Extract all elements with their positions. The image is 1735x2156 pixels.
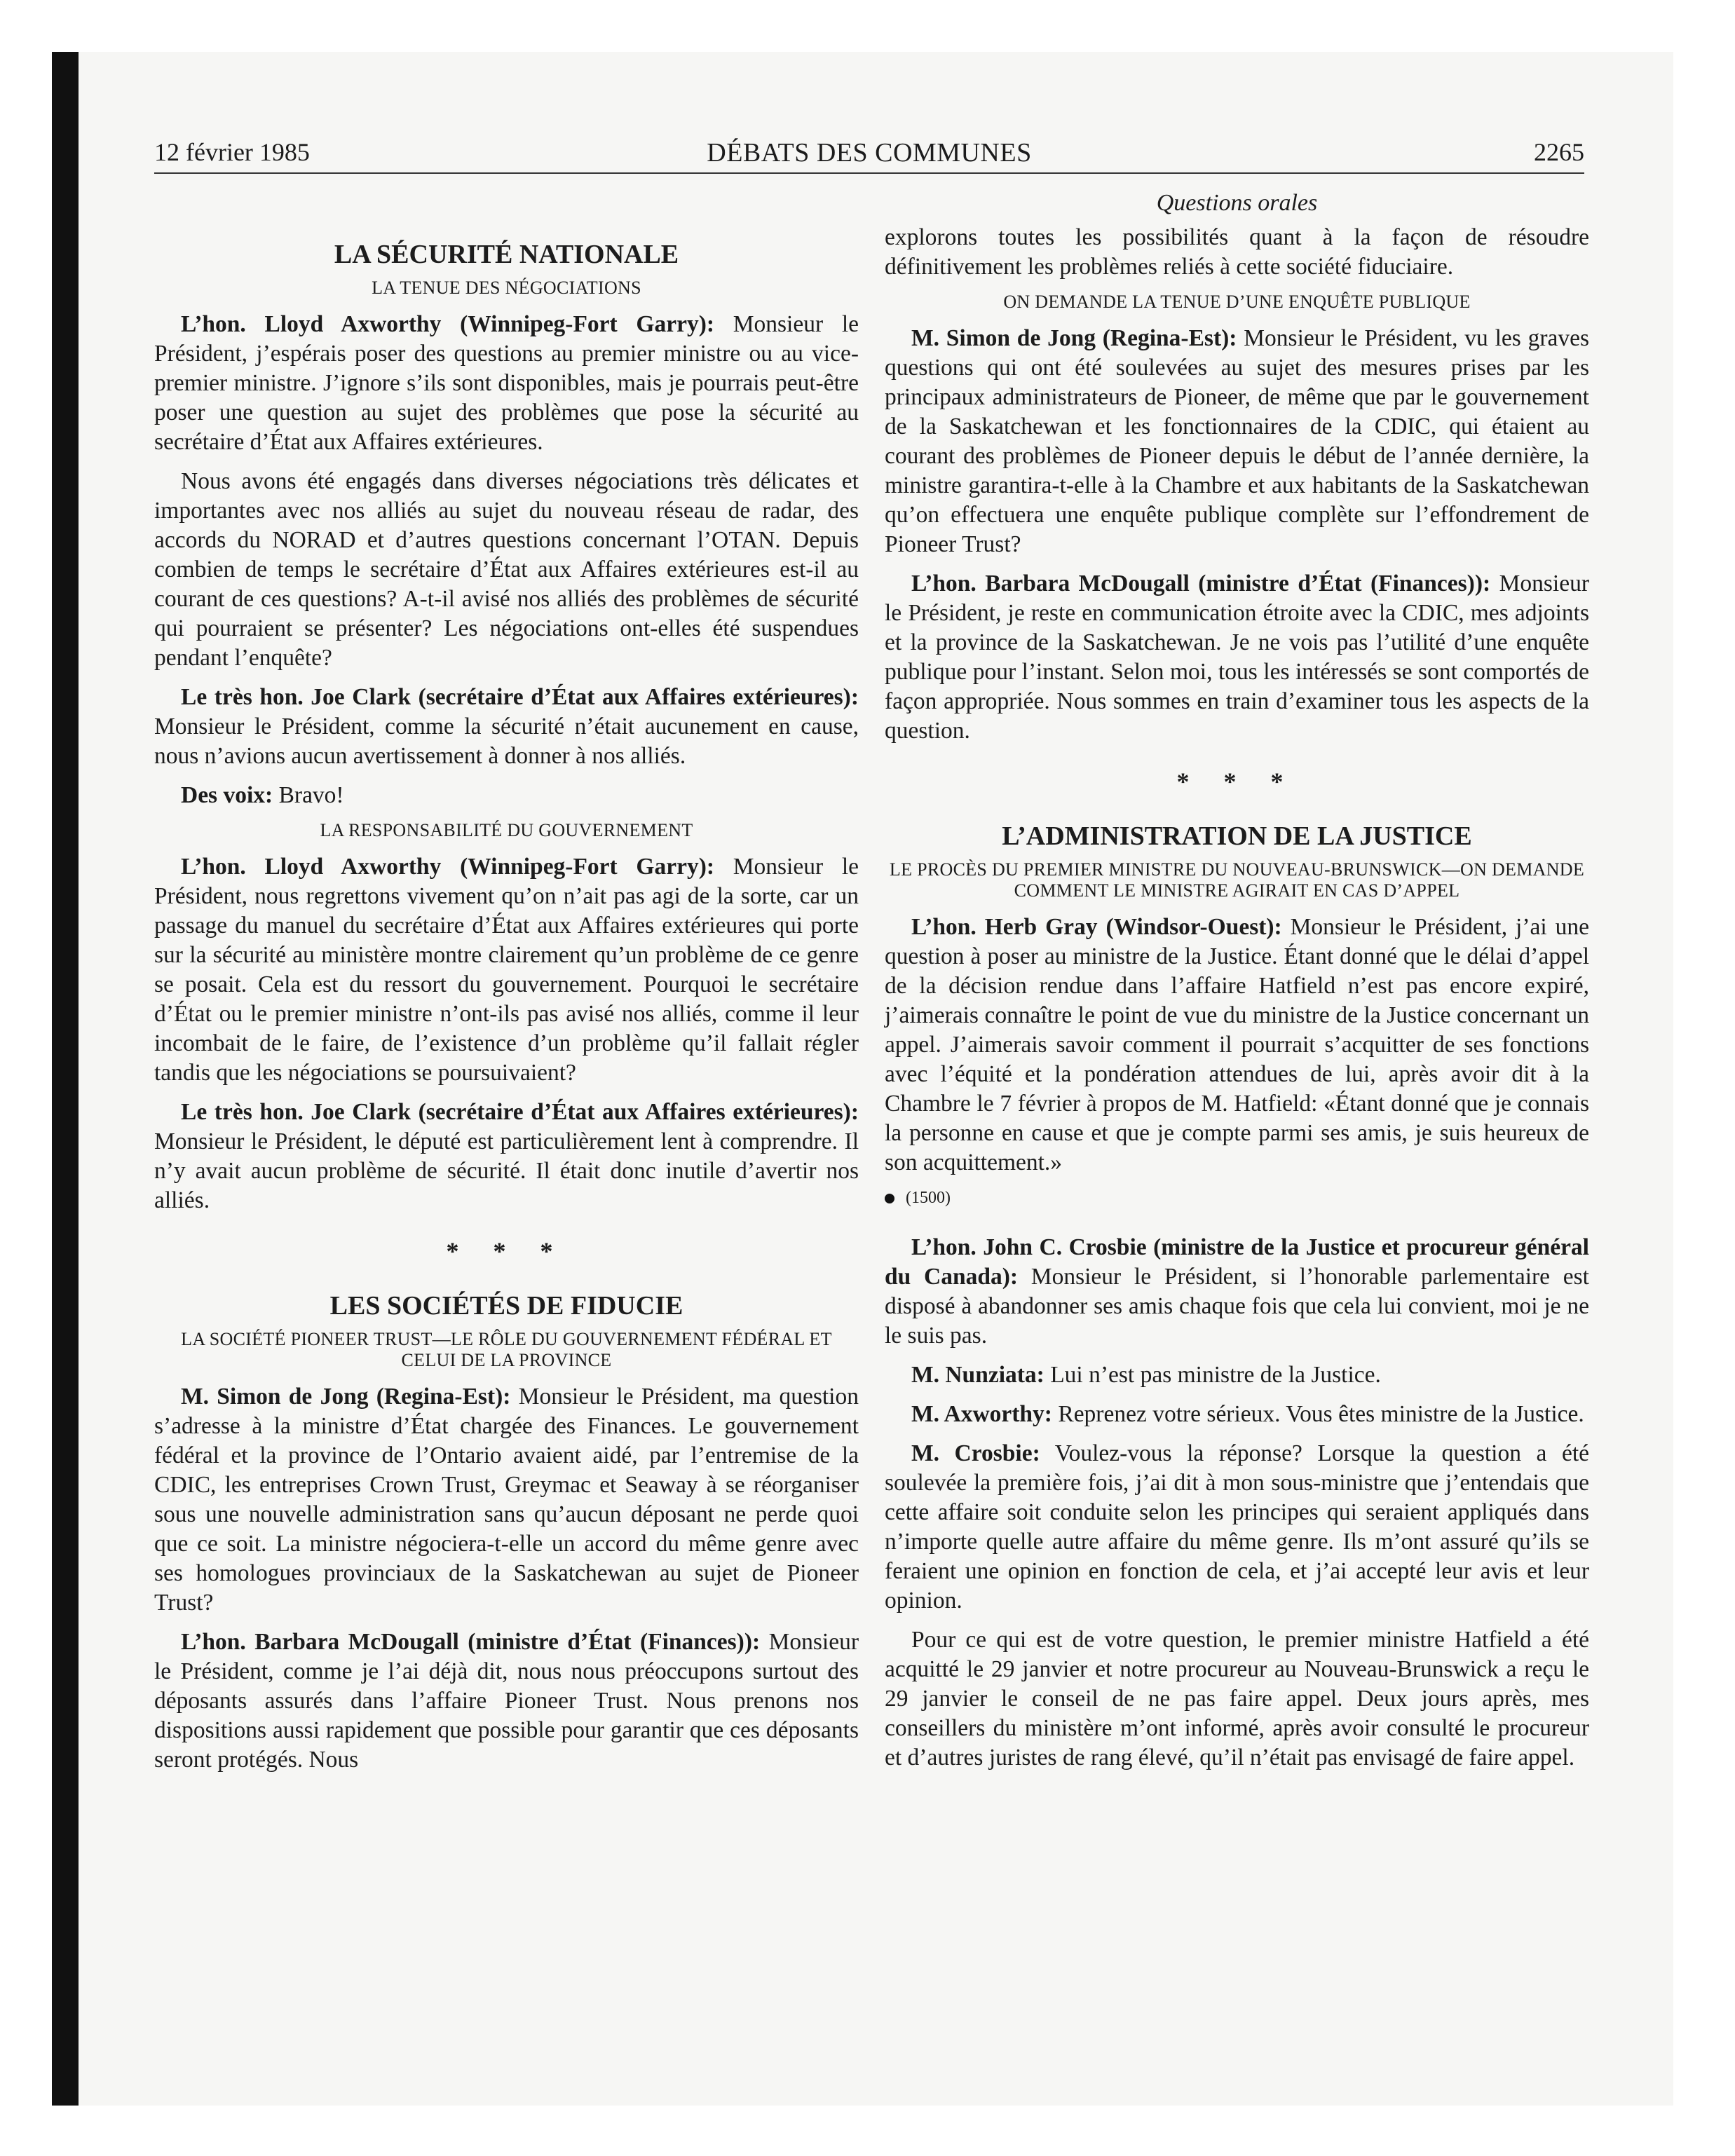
speaker: L’hon. Barbara McDougall (ministre d’État (Finances)):	[911, 571, 1491, 596]
speech-text: Reprenez votre sérieux. Vous êtes ministre de la Justice.	[1052, 1401, 1584, 1427]
speaker: Le très hon. Joe Clark (secrétaire d’État aux Affaires extérieures):	[181, 684, 859, 710]
paragraph	[154, 781, 859, 810]
section-heading: LA SÉCURITÉ NATIONALE	[334, 240, 679, 269]
page-number: 2265	[1534, 138, 1584, 166]
speaker: M. Simon de Jong (Regina-Est):	[181, 1384, 511, 1410]
paragraph	[885, 569, 1589, 746]
speech-text: Bravo!	[273, 782, 344, 808]
subsection-heading: LA SOCIÉTÉ PIONEER TRUST—LE RÔLE DU GOUVERNEMENT FÉDÉRAL ET CELUI DE LA PROVINCE	[181, 1329, 832, 1370]
speech-text: Monsieur le Président, comme la sécurité n’était aucunement en cause, nous n’avions aucun avertissement à donner à nos alliés.	[154, 714, 859, 769]
speech-text: Monsieur le Président, si l’honorable parlementaire est disposé à abandonner ses amis chaque fois que cela lui convient, moi je ne le suis pas.	[885, 1264, 1589, 1349]
speaker: Des voix:	[181, 782, 273, 808]
paragraph	[154, 852, 859, 1088]
paragraph	[885, 1400, 1589, 1429]
speaker: M. Crosbie:	[911, 1440, 1040, 1466]
paragraph	[154, 1628, 859, 1775]
speech-text: Monsieur le Président, je reste en communication étroite avec la CDIC, mes adjoints et la province de la Saskatchewan. Je ne vois pas l’utilité d’une enquête publique pour l’instant. Selon moi, tous les intéressés se sont comportés de façon appropriée. Nous sommes en train d’examiner tous les aspects de la question.	[885, 571, 1589, 744]
paragraph	[154, 683, 859, 771]
speech-text: Monsieur le Président, vu les graves questions qui ont été soulevées au sujet des mesures prises par les principaux administrateurs de Pioneer, de même que par le gouvernement de la Saskatchewan et les fonctionnaires de la CDIC, qui étaient au courant des problèmes de Pioneer depuis le début de l’année dernière, la ministre garantira-t-elle à la Chambre et aux habitants de la Saskatchewan qu’on effectuera une enquête publique complète sur l’effondrement de Pioneer Trust?	[885, 325, 1590, 557]
speech-text: Monsieur le Président, j’espérais poser des questions au premier ministre ou au vice-premier ministre. J’ignore s’ils sont disponibles, mais je pourrais peut-être poser une question au sujet des problèmes que pose la sécurité au secrétaire d’État aux Affaires extérieures.	[154, 311, 859, 455]
section-heading: L’ADMINISTRATION DE LA JUSTICE	[1002, 821, 1472, 851]
speaker: L’hon. John C. Crosbie (ministre de la Justice et procureur général du Canada):	[885, 1234, 1589, 1290]
paragraph	[885, 1360, 1589, 1390]
speech-text: Monsieur le Président, nous regrettons vivement qu’on n’ait pas agi de la sorte, car un passage du manuel du secrétaire d’État aux Affaires extérieures qui porte sur la sécurité au ministère montre clairement qu’un problème de ce genre se posait. Cela est du ressort du gouvernement. Pourquoi le secrétaire d’État ou le premier ministre n’ont-ils pas avisé nos alliés, comme il leur incombait de le faire, de l’existence d’un problème qu’il fallait régler tandis que les négociations se poursuivaient?	[154, 854, 859, 1086]
speech-text: Lui n’est pas ministre de la Justice.	[1044, 1362, 1381, 1388]
speaker: L’hon. Barbara McDougall (ministre d’État (Finances)):	[181, 1629, 761, 1655]
paragraph	[885, 1233, 1589, 1351]
subsection-heading: LE PROCÈS DU PREMIER MINISTRE DU NOUVEAU-BRUNSWICK—ON DEMANDE COMMENT LE MINISTRE AGIRAIT EN CAS D’APPEL	[889, 859, 1585, 901]
paragraph	[154, 1382, 859, 1618]
speaker: M. Nunziata:	[911, 1362, 1045, 1388]
running-header	[154, 137, 1584, 174]
subsection-heading: LA RESPONSABILITÉ DU GOUVERNEMENT	[320, 820, 693, 840]
paragraph	[154, 1098, 859, 1215]
paragraph: Pour ce qui est de votre question, le premier ministre Hatfield a été acquitté le 29 janvier et notre procureur au Nouveau-Brunswick a reçu le 29 janvier le conseil de ne pas faire appel. Deux jours après, mes conseillers du ministère m’ont informé, après avoir consulté le procureur et d’autres juristes de rang élevé, qu’il n’était pas envisagé de faire appel.	[885, 1627, 1589, 1770]
scan-border	[52, 52, 79, 2106]
speaker: L’hon. Lloyd Axworthy (Winnipeg-Fort Garry):	[181, 311, 715, 337]
time-marker	[885, 1189, 1589, 1208]
left-column	[154, 189, 859, 1785]
rubric: Questions orales	[1156, 190, 1318, 216]
header-title: DÉBATS DES COMMUNES	[707, 138, 1032, 168]
speaker: M. Simon de Jong (Regina-Est):	[911, 325, 1237, 351]
speech-text: Monsieur le Président, comme je l’ai déjà dit, nous nous préoccupons surtout des déposants assurés dans l’affaire Pioneer Trust. Nous prenons nos dispositions aussi rapidement que possible pour garantir que ces déposants seront protégés. Nous	[154, 1629, 859, 1773]
bullet-icon	[885, 1194, 894, 1203]
section-heading: LES SOCIÉTÉS DE FIDUCIE	[329, 1291, 683, 1321]
paragraph: Nous avons été engagés dans diverses négociations très délicates et importantes avec nos alliés au sujet du nouveau réseau de radar, des accords du NORAD et d’autres questions concernant l’OTAN. Depuis combien de temps le secrétaire d’État aux Affaires extérieures est-il au courant de ces questions? A-t-il avisé nos alliés des problèmes de sécurité qui pourraient se présenter? Les négociations ont-elles été suspendues pendant l’enquête?	[154, 468, 859, 671]
section-separator: * * *	[446, 1237, 567, 1265]
paragraph	[154, 310, 859, 457]
paragraph	[885, 1439, 1589, 1616]
subsection-heading: LA TENUE DES NÉGOCIATIONS	[372, 278, 641, 298]
speaker: M. Axworthy:	[911, 1401, 1052, 1427]
speaker: Le très hon. Joe Clark (secrétaire d’État aux Affaires extérieures):	[181, 1099, 859, 1125]
speech-text: Voulez-vous la réponse? Lorsque la question a été soulevée la première fois, j’ai dit à mon sous-ministre que j’entendais que cette affaire soit conduite selon les principes qui seraient appliqués dans n’importe quelle autre affaire du même genre. Ils m’ont assuré qu’ils se feraient une opinion en fonction de cela, et j’ai accepté leur avis et leur opinion.	[885, 1440, 1589, 1613]
speech-text: Monsieur le Président, j’ai une question à poser au ministre de la Justice. Étant donné que le délai d’appel de la décision rendue dans l’affaire Hatfield n’est pas encore expiré, j’aimerais connaître le point de vue du ministre de la Justice concernant un appel. J’aimerais savoir comment il pourrait s’acquitter de ses fonctions avec l’équité et la pondération attendues de lui, après avoir dit à la Chambre le 7 février à propos de M. Hatfield: «Étant donné que je connais la personne en cause et que je compte parmi ses amis, je suis heureux de son acquittement.»	[885, 914, 1589, 1175]
paragraph	[885, 324, 1589, 559]
header-date: 12 février 1985	[154, 138, 310, 166]
right-column	[885, 189, 1589, 1782]
paragraph	[885, 913, 1589, 1178]
paragraph: explorons toutes les possibilités quant à la façon de résoudre définitivement les problèmes reliés à cette société fiduciaire.	[885, 224, 1589, 280]
speech-text: Monsieur le Président, le député est particulièrement lent à comprendre. Il n’y avait aucun problème de sécurité. Il était donc inutile d’avertir nos alliés.	[154, 1128, 859, 1213]
speaker: L’hon. Lloyd Axworthy (Winnipeg-Fort Garry):	[181, 854, 715, 880]
speaker: L’hon. Herb Gray (Windsor-Ouest):	[911, 914, 1282, 940]
subsection-heading: ON DEMANDE LA TENUE D’UNE ENQUÊTE PUBLIQUE	[1003, 292, 1471, 312]
speech-text: Monsieur le Président, ma question s’adresse à la ministre d’État chargée des Finances. Le gouvernement fédéral et la province de l’Ontario avaient aidé, par l’entremise de la CDIC, les entreprises Crown Trust, Greymac et Seaway à se réorganiser sous une nouvelle administration sans qu’aucun déposant ne perde quoi que ce soit. La ministre négociera-t-elle un accord du même genre avec ses homologues provinciaux de la Saskatchewan au sujet de Pioneer Trust?	[154, 1384, 859, 1616]
section-separator: * * *	[1176, 767, 1298, 796]
time-marker-text: (1500)	[906, 1189, 951, 1207]
